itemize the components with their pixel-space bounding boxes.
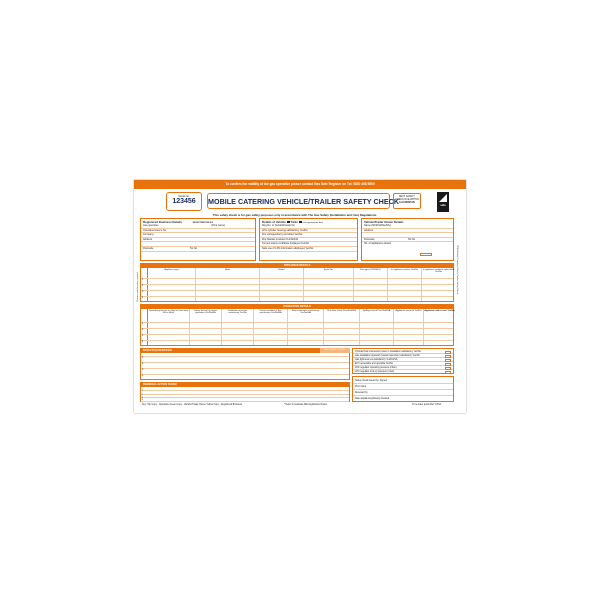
table-row[interactable]	[141, 284, 453, 285]
row-number: 3	[142, 369, 144, 371]
form-subtitle: This safety check is for gas safety purposes only in accordance with The Gas Safety (Installation and Use) Regulations.	[212, 213, 378, 217]
col-flue-type: Flue type (OF/RS/FL)	[353, 268, 387, 301]
vehicle-title: Details of Vehicle	[262, 220, 286, 224]
row-number: 3	[142, 397, 144, 400]
table-row[interactable]	[141, 278, 453, 279]
inspection-details-bar: INSPECTION DETAILS	[140, 304, 454, 309]
table-row[interactable]	[141, 362, 349, 363]
col-flue-condition: Visual condition of flue satisfactory Yes/No/NA	[253, 309, 287, 345]
col-isolation-valve: Is appliance isolation valve fitted Yes/No	[421, 268, 455, 301]
col-model: Model	[259, 268, 303, 301]
postcode-field[interactable]: Postcode Tel No	[141, 247, 255, 252]
row-number: 2	[142, 285, 144, 287]
table-row[interactable]	[141, 356, 349, 357]
operative-licence-field[interactable]: Operative licence No	[141, 229, 255, 234]
lpg-info-field[interactable]: Safe use of LPG information displayed Yes/No	[260, 247, 357, 252]
col-flue-flow: Flue flow check Pass/Fail/NA	[323, 309, 359, 345]
table-row[interactable]	[141, 296, 453, 297]
reorder-reference: To re-order quote Ref: CP44	[412, 404, 441, 406]
remedial-table	[140, 387, 350, 402]
checklist-item: Gas tightness test satisfactory Yes/No/NA	[353, 358, 453, 362]
reg-number-field[interactable]: Reg No. or Serial/Chassis No	[260, 224, 357, 229]
table-row[interactable]	[141, 397, 349, 398]
row-number: 3	[142, 291, 144, 293]
row-number: 1	[142, 279, 144, 281]
defects-label: DEFECT(S) IDENTIFIED	[143, 349, 172, 352]
signoff-section	[352, 376, 454, 402]
row-number: 2	[142, 329, 144, 331]
flag-line: CHECK DUE WITHIN	[395, 197, 419, 201]
row-number: 2	[142, 363, 144, 365]
checklist-answer[interactable]	[445, 363, 451, 366]
col-serial: Serial No.	[303, 268, 353, 301]
checklist-answer[interactable]	[445, 371, 451, 374]
checklist-answer[interactable]	[445, 367, 451, 370]
col-serviced: Appliance serviced Yes/No	[393, 309, 423, 345]
row-number: 4	[142, 341, 144, 343]
next-check-flag	[393, 193, 421, 209]
appliance-details-bar: APPLIANCE DETAILS	[140, 263, 454, 268]
owner-address-field[interactable]: Address	[362, 229, 453, 234]
serial-number: 123456	[172, 197, 196, 205]
owner-tel-label: Tel No	[407, 237, 415, 241]
table-row[interactable]	[141, 322, 453, 323]
received-by-field[interactable]: Received by	[353, 390, 453, 396]
checklist-item: LPG regulator operating pressure (mbar)	[353, 366, 453, 370]
checklist-item: Gas installation pipework (visual inspection) satisfactory Yes/No	[353, 354, 453, 358]
col-appliance-type: Appliance type	[147, 268, 195, 301]
business-title: Registered Business Details	[143, 220, 182, 224]
appliances-tested-input[interactable]	[420, 253, 432, 256]
col-ventilation: Ventilation provision satisfactory Yes/No	[221, 309, 253, 345]
checklist-item: LPG regulator lock-up pressure (mbar)	[355, 371, 395, 373]
owner-details-section	[361, 218, 454, 261]
row-number: 4	[142, 297, 144, 299]
table-row[interactable]	[141, 334, 453, 335]
trailer-label: Trailer	[290, 221, 298, 224]
fire-extinguisher-field[interactable]: Fire extinguisher(s) provided Yes/No	[260, 233, 357, 238]
fire-blanket-field[interactable]: Fire blanket provided Yes/No/NA	[260, 238, 357, 243]
serial-number-box	[166, 192, 202, 211]
copies-key: Key: Top Copy - Operative Green Copy - Vehicle/Trailer Owner Yellow Copy - Registered Business	[142, 404, 243, 406]
company-field[interactable]: Company	[141, 233, 255, 238]
table-row[interactable]	[141, 390, 349, 391]
safety-check-form	[134, 180, 466, 413]
logo-text: safe	[440, 203, 446, 207]
checklist-item: ECV accessible and operable Yes/No	[353, 362, 453, 366]
col-make: Make	[195, 268, 259, 301]
date-checked-field[interactable]: Date appliance(s)/flue(s) checked	[355, 398, 390, 400]
owner-postcode-field[interactable]: Postcode Tel No	[362, 238, 453, 243]
table-row[interactable]	[141, 394, 349, 395]
row-number: 1	[142, 323, 144, 325]
inspection-details-table	[140, 309, 454, 346]
row-number: 1	[142, 357, 144, 359]
certificate-displayed-field[interactable]: Current safety certificate displayed Yes/No	[260, 242, 357, 247]
registration-label: REGISTRATION NO	[192, 222, 213, 224]
print-name-label: (Print name)	[211, 224, 225, 227]
tick-note: (tick appropriate box)	[302, 222, 324, 224]
owner-title: Vehicle/Trailer Owner Details	[364, 220, 404, 224]
gas-safe-logo	[437, 192, 449, 212]
table-row[interactable]	[141, 290, 453, 291]
row-number: 1	[142, 390, 144, 393]
checklist-answer[interactable]	[445, 355, 451, 358]
address-field[interactable]: Address	[141, 238, 255, 243]
col-flue-termination: Flue termination satisfactory Yes/No/NA	[287, 309, 323, 345]
table-row[interactable]	[141, 401, 349, 402]
form-title: MOBILE CATERING VEHICLE/TRAILER SAFETY CHECK	[207, 193, 390, 209]
tel-label: Tel No	[189, 246, 197, 250]
col-in-service: In appliance service Yes/No	[387, 268, 421, 301]
vehicle-details-section	[259, 218, 358, 261]
row-number: 4	[142, 375, 144, 377]
table-row[interactable]	[141, 340, 453, 341]
contact-banner: To confirm the validity of the gas operative please contact Gas Safe Register on Tel: 0800 408 5500	[134, 180, 466, 189]
row-number: 3	[142, 335, 144, 337]
checklist-answer[interactable]	[445, 351, 451, 354]
side-notes-text: Please read the notes overleaf	[137, 272, 139, 302]
checklist-item: Cylinder/final connection hoses in installation satisfactory Yes/No	[353, 350, 453, 354]
flag-line: NEXT SAFETY	[398, 195, 416, 198]
remedial-bar: REMEDIAL ACTION TAKEN	[140, 382, 350, 387]
cylinder-housing-field[interactable]: LPG cylinder housing satisfactory Yes/No	[260, 229, 357, 234]
col-operating-pressure: Operating pressure in mbar or heat input kW or Btu/h	[147, 309, 189, 345]
print-name-field[interactable]: Print name	[353, 384, 453, 390]
side-reference-text: CP44 Mobile Catering Vehicle/Trailer Safety Check	[456, 245, 458, 295]
business-details-section	[140, 218, 256, 261]
table-row[interactable]	[141, 374, 349, 375]
checklist-answer[interactable]	[445, 359, 451, 362]
table-row[interactable]	[141, 328, 453, 329]
col-spillage: Spillage check Pass/Fail/NA	[359, 309, 393, 345]
signed-field[interactable]: Safety check issued by: Signed	[353, 378, 453, 384]
col-safe-to-use: Appliance safe to use Yes/No	[423, 309, 455, 345]
gas-operative-field[interactable]: Gas operative (Print name)	[141, 224, 255, 229]
warning-reference-note: * Refer to separate Warning/Advice Notice	[284, 404, 328, 406]
row-number: 4	[142, 399, 144, 402]
appliance-details-table	[140, 268, 454, 302]
warning-notice-tag: Warning/Advice Notice	[320, 348, 350, 353]
defects-table	[140, 353, 350, 380]
row-number: 2	[142, 393, 144, 396]
col-safety-devices: Safety device(s) correct operation Yes/No/NA	[189, 309, 221, 345]
flag-line: 6-12 MONTHS	[399, 200, 415, 204]
installation-checklist	[352, 348, 454, 374]
appliances-tested-field[interactable]: No. of appliances tested	[364, 242, 391, 246]
serial-label: Serial No.	[178, 194, 190, 198]
owner-name-field[interactable]: Name (Mr/Mrs/Miss/Ms)	[362, 224, 453, 229]
table-row[interactable]	[141, 368, 349, 369]
